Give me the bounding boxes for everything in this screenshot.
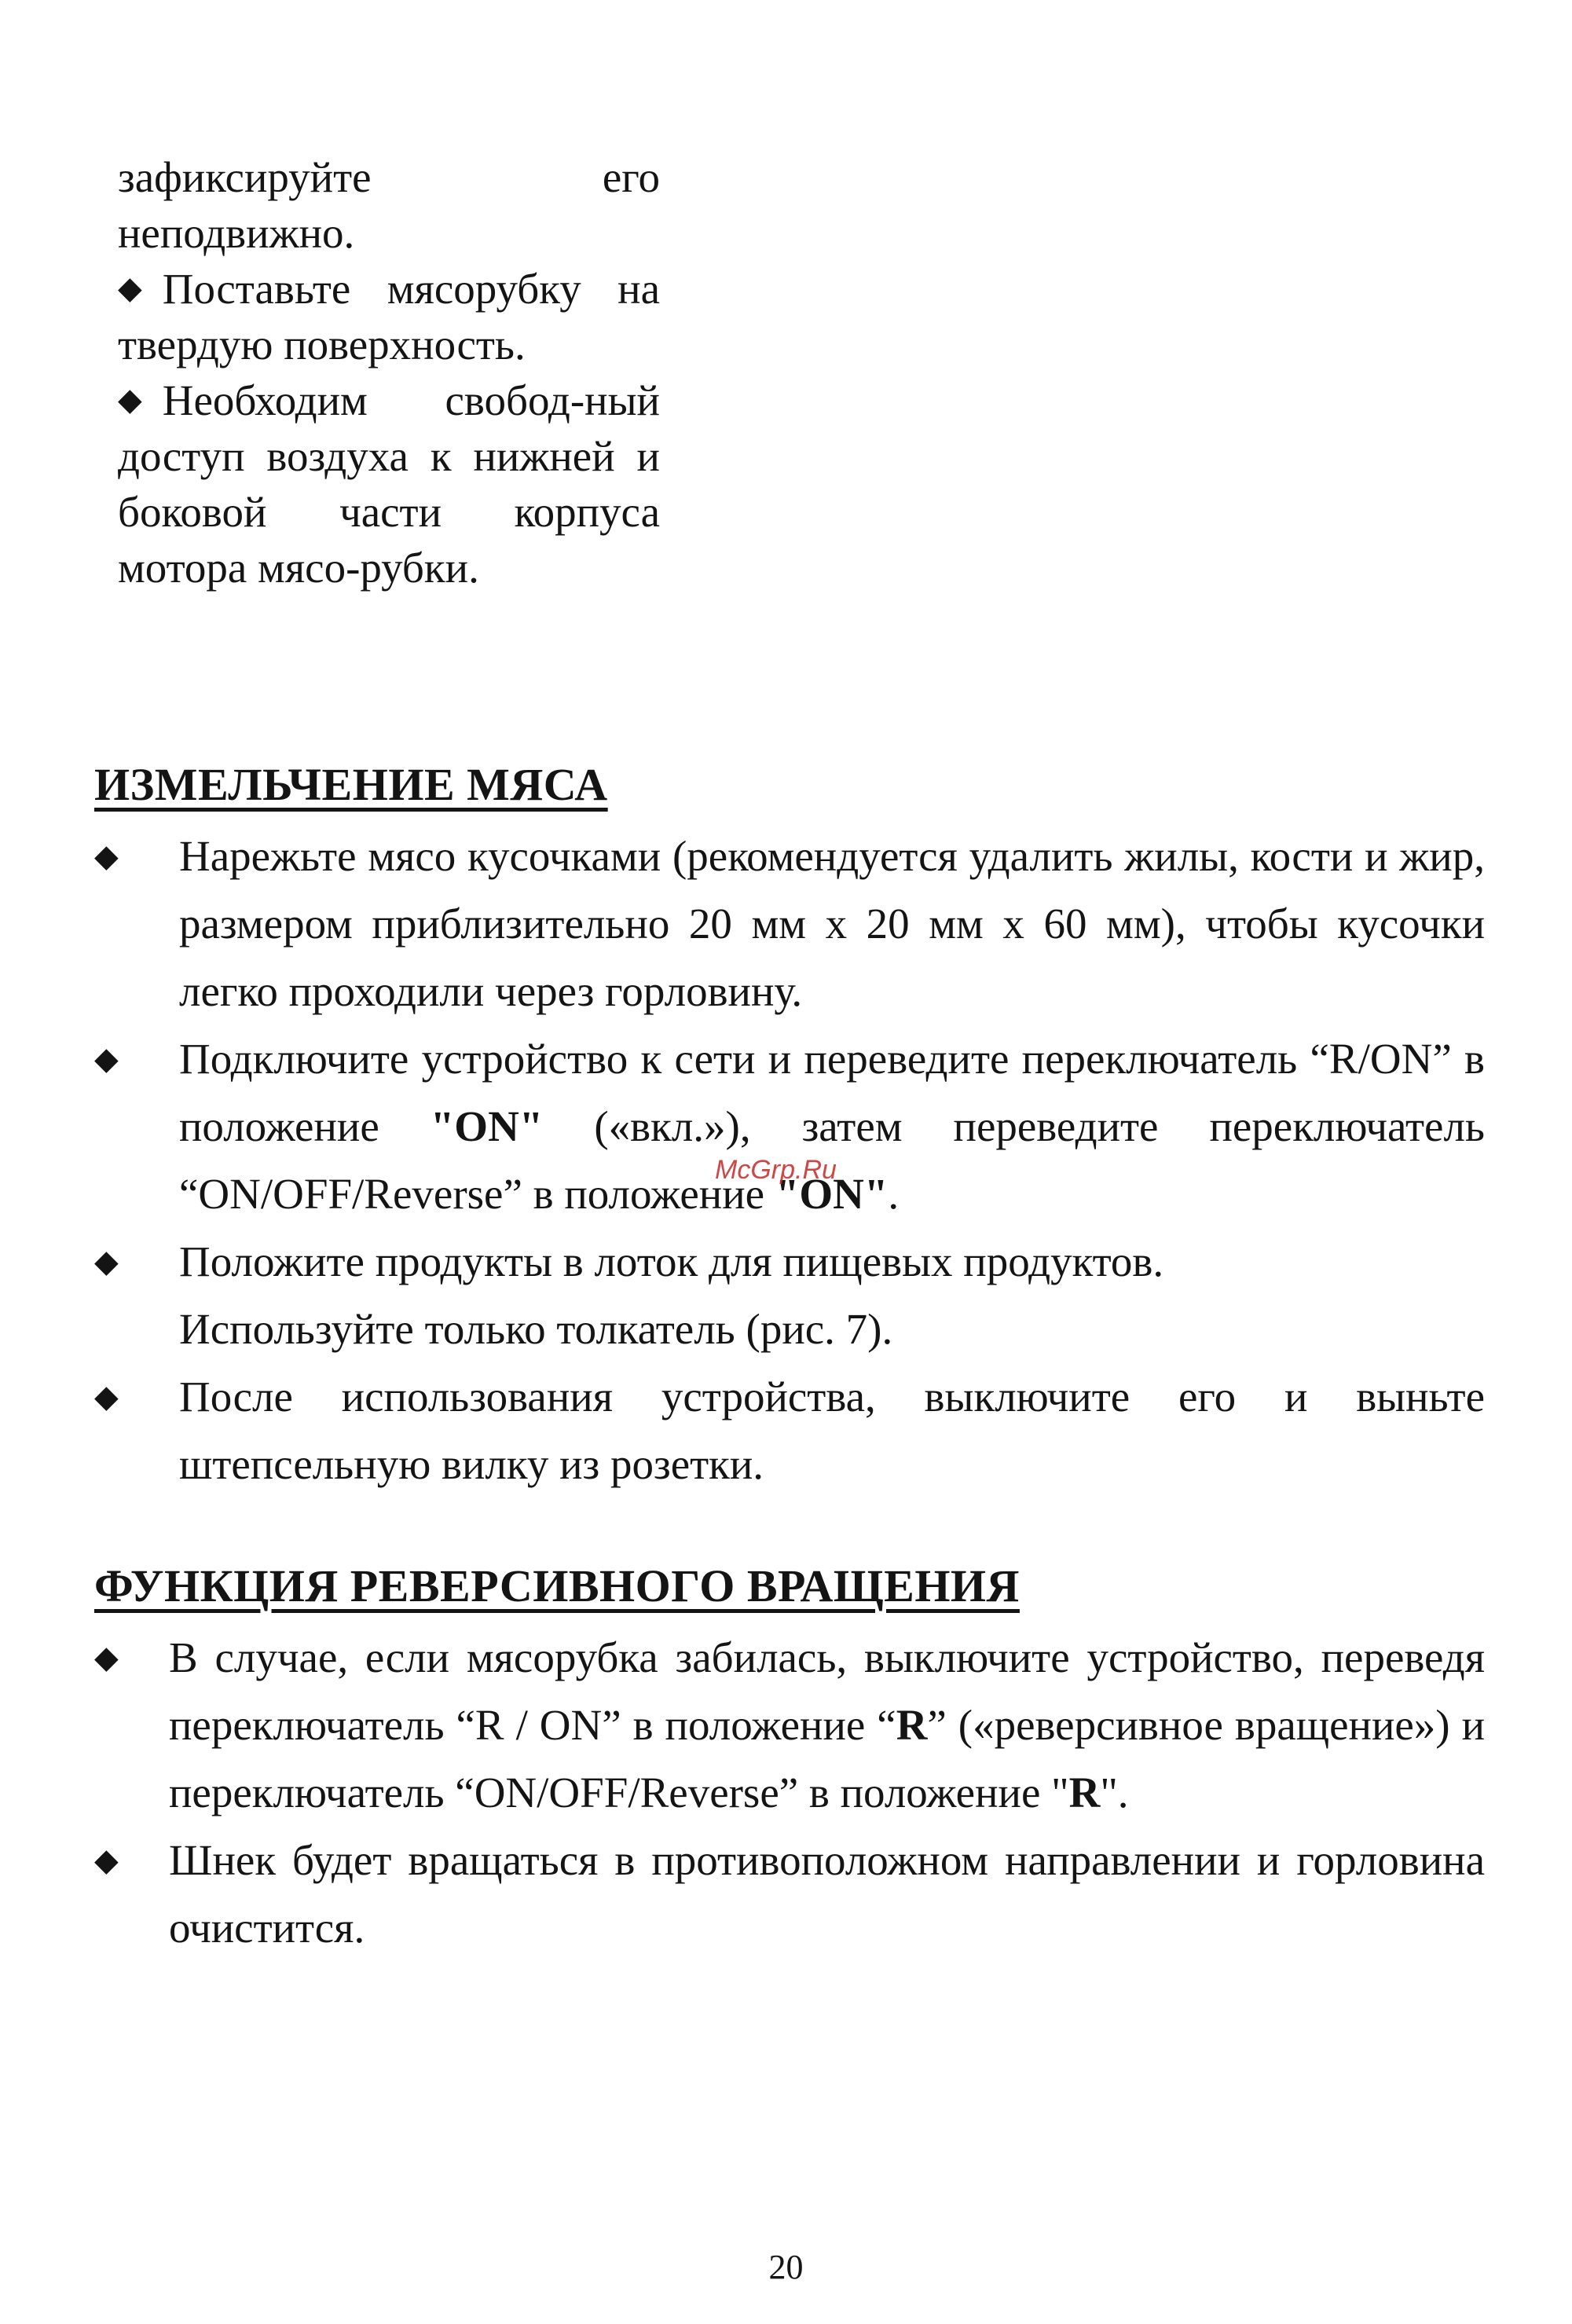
- bold-segment: R: [1068, 1769, 1101, 1816]
- watermark: McGrp.Ru: [715, 1155, 837, 1185]
- bold-segment: "ON": [775, 1170, 889, 1218]
- reverse-rotation-list: [94, 1624, 1485, 1962]
- list-item: [94, 1624, 1485, 1827]
- intro-line-2: неподвижно.: [118, 209, 355, 257]
- list-item-text: [169, 1624, 1485, 1827]
- section-title-reverse-rotation: ФУНКЦИЯ РЕВЕРСИВНОГО ВРАЩЕНИЯ: [94, 1560, 1020, 1611]
- intro-line-1-word-1: зафиксируйте: [118, 153, 372, 201]
- intro-bullet-1: [118, 261, 660, 372]
- black-diamond-icon: ◆: [94, 1842, 119, 1879]
- list-item-text: После использования устройства, выключите его и выньте штепсельную вилку из розетки.: [179, 1373, 1485, 1488]
- black-diamond-icon: ◆: [94, 1244, 119, 1280]
- bold-segment: R: [896, 1701, 928, 1749]
- list-item-text: Шнек будет вращаться в противоположном направлении и горловина очистится.: [169, 1836, 1485, 1952]
- intro-line-1: [118, 149, 660, 205]
- black-diamond-icon: ◆: [118, 270, 142, 306]
- intro-bullet-1-text: Поставьте мясорубку на твердую поверхность.: [118, 265, 660, 368]
- intro-bullet-2: [118, 372, 660, 596]
- list-item-text: [179, 1025, 1485, 1228]
- intro-column: [118, 149, 660, 596]
- text-segment: Подключите устройство к сети и переведите переключатель “R/ON” в положение: [179, 1035, 1485, 1150]
- list-item-text: Нарежьте мясо кусочками (рекомендуется удалить жилы, кости и жир, размером приблизительно 20 мм х 20 мм х 60 мм), чтобы кусочки легко проходили через горловину.: [179, 832, 1485, 1015]
- black-diamond-icon: ◆: [94, 1041, 119, 1077]
- black-diamond-icon: ◆: [94, 1379, 119, 1415]
- list-item: [94, 1363, 1485, 1498]
- text-segment: В случае, если мясорубка забилась, выключите устройство, переведя переключатель “R / ON” в положение “: [169, 1633, 1485, 1749]
- list-item: [94, 823, 1485, 1025]
- black-diamond-icon: ◆: [94, 838, 119, 874]
- list-item-text: Положите продукты в лоток для пищевых продуктов.: [179, 1237, 1164, 1285]
- intro-bullet-2-text: Необходим свобод-ный доступ воздуха к нижней и боковой части корпуса мотора мясо-рубки.: [118, 376, 660, 592]
- text-segment: .: [888, 1170, 900, 1218]
- list-item: [94, 1228, 1485, 1363]
- intro-line-1-word-2: его: [602, 153, 660, 201]
- bold-segment: "ON": [430, 1102, 544, 1150]
- text-segment: («вкл.»), затем переведите переключатель “ON/OFF/Reverse” в положение: [179, 1102, 1485, 1218]
- list-item-subtext: Используйте только толкатель (рис. 7).: [179, 1305, 893, 1353]
- list-item: [94, 1025, 1485, 1228]
- page-number: 20: [768, 2248, 804, 2286]
- black-diamond-icon: ◆: [94, 1640, 119, 1676]
- list-item: [94, 1827, 1485, 1962]
- text-segment: ” («реверсивное вращение») и переключатель “ON/OFF/Reverse” в положение ": [169, 1701, 1486, 1816]
- text-segment: ".: [1100, 1769, 1129, 1816]
- section-title-meat-grinding: ИЗМЕЛЬЧЕНИЕ МЯСА: [94, 759, 608, 810]
- black-diamond-icon: ◆: [118, 382, 142, 418]
